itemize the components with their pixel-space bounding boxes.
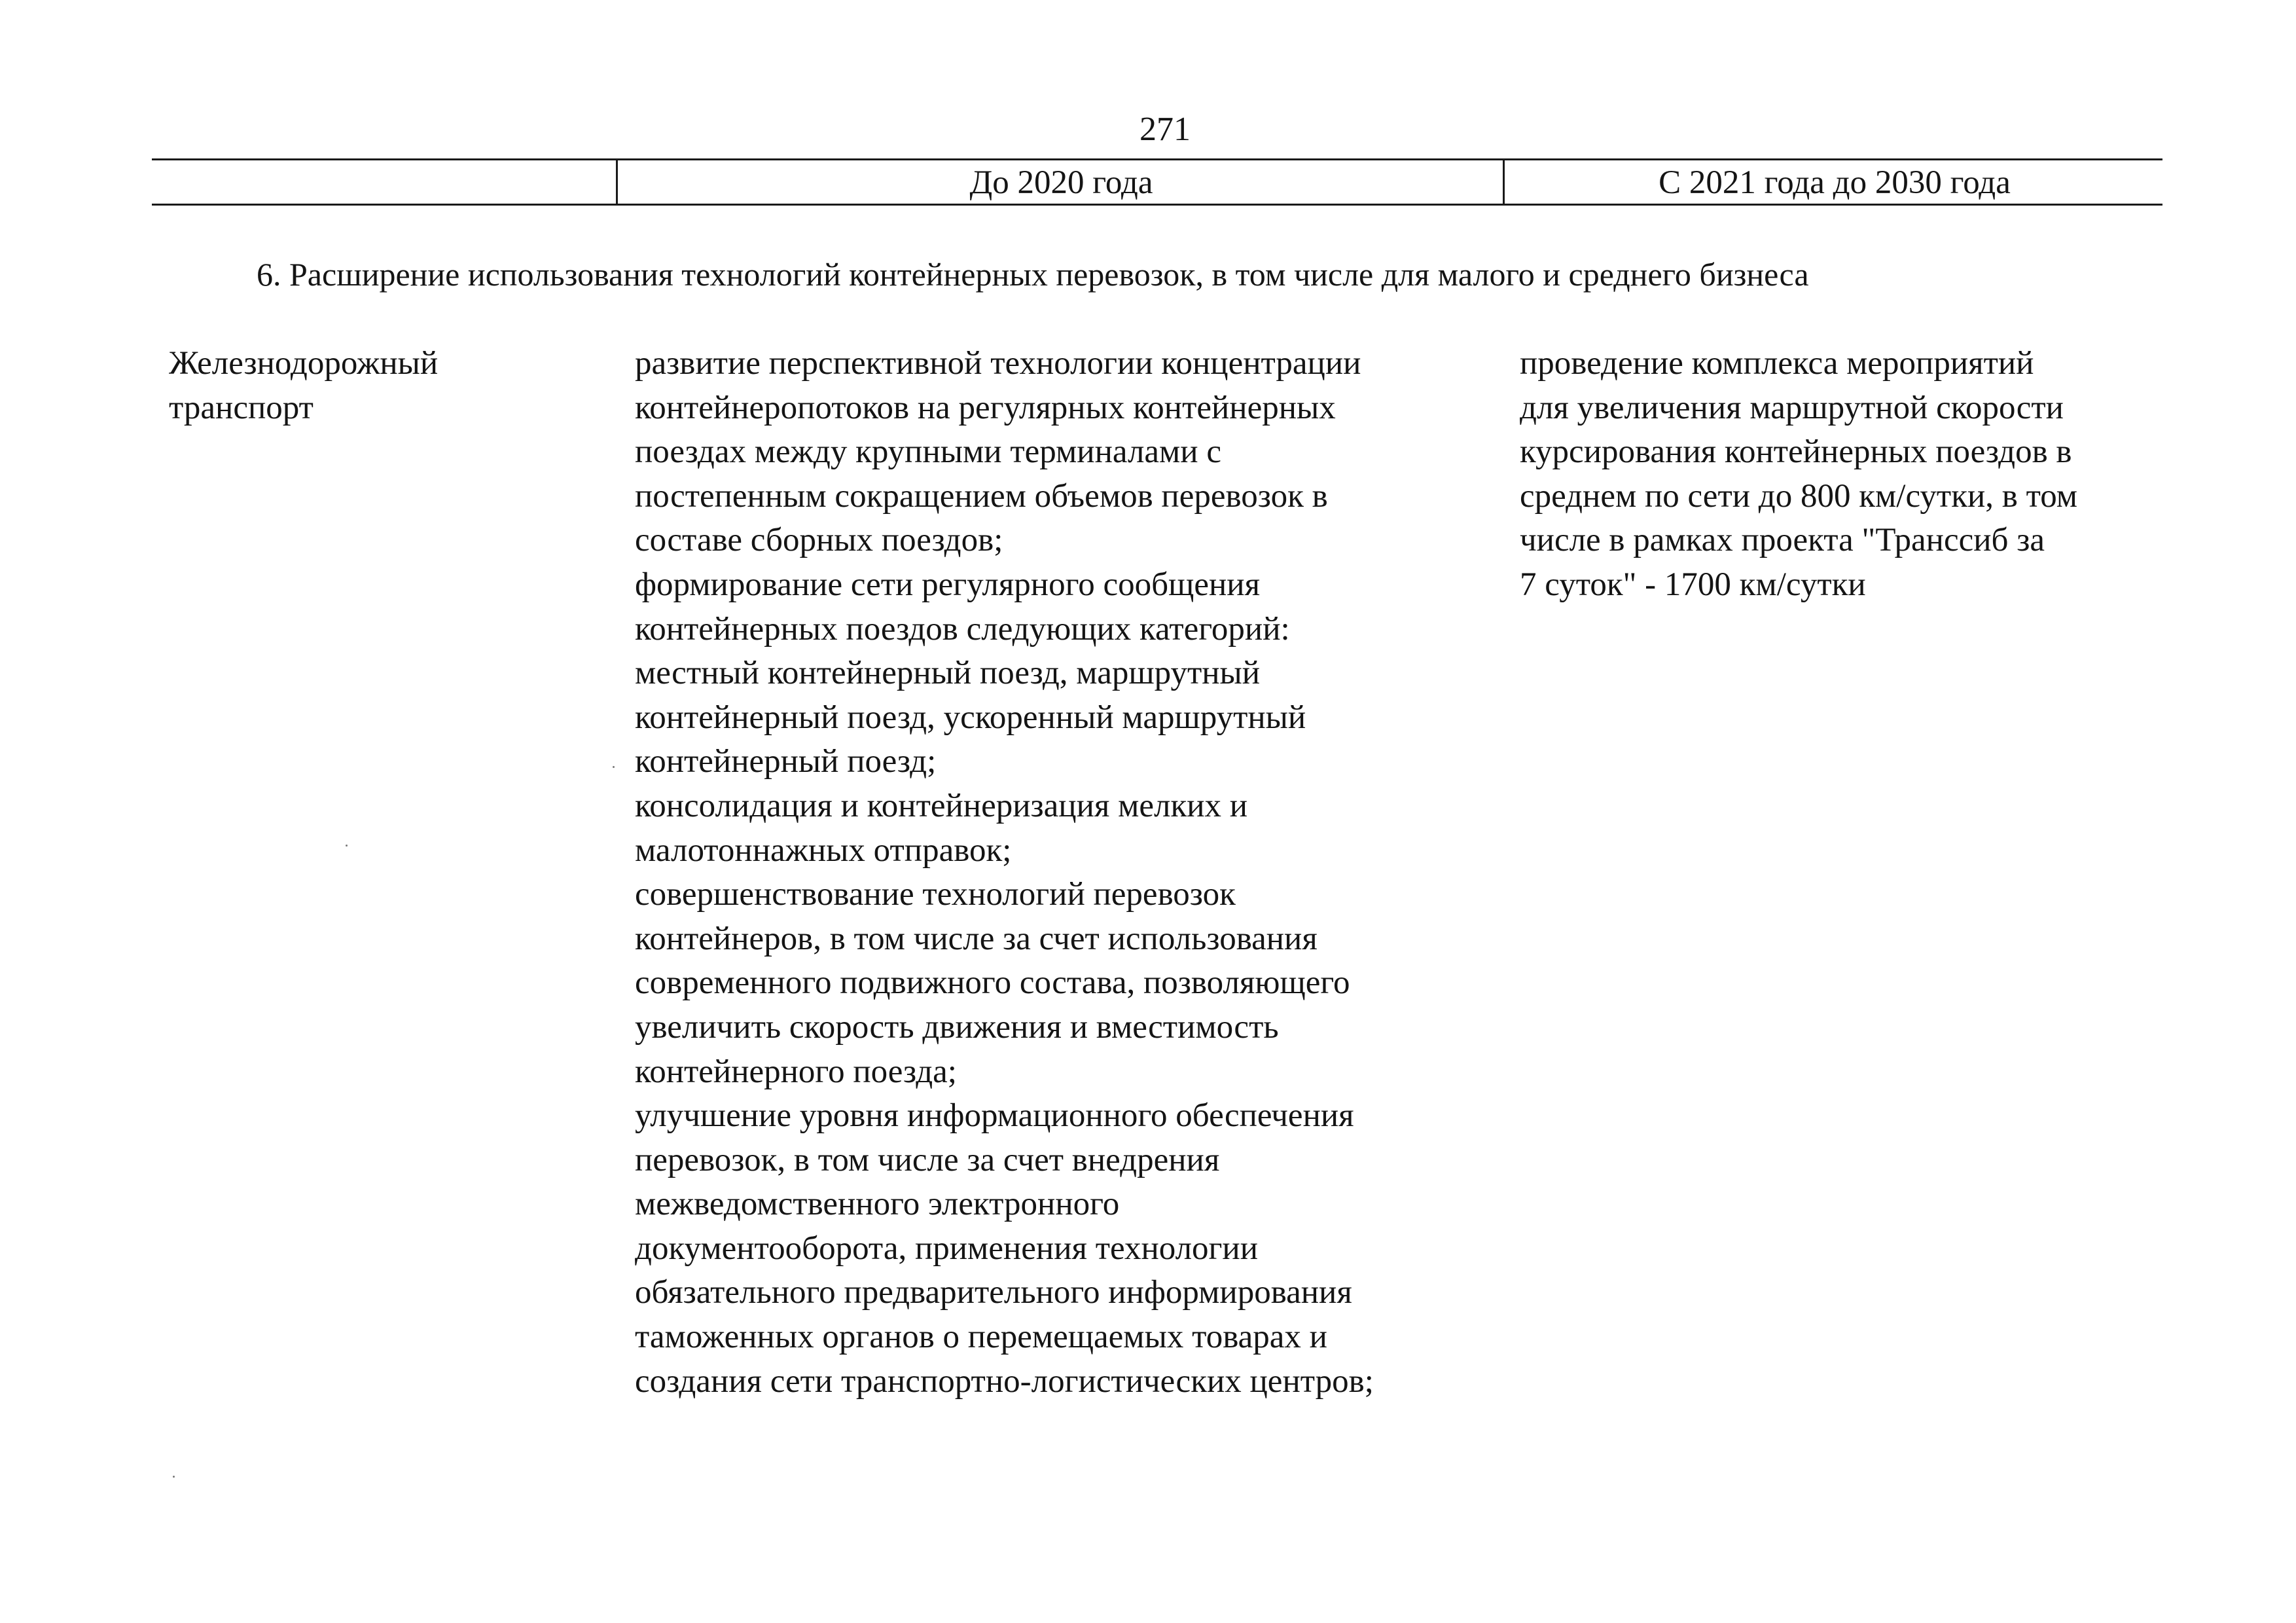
text-line: современного подвижного состава, позволяющего — [635, 964, 1350, 1002]
to-2020-cell — [635, 342, 1499, 1404]
text-line: малотоннажных отправок; — [635, 831, 1012, 869]
header-cell-mode — [152, 160, 616, 204]
text-line: консолидация и контейнеризация мелких и — [635, 787, 1248, 824]
text-line: 7 суток" - 1700 км/сутки — [1520, 566, 1866, 603]
text-line: контейнерный поезд; — [635, 743, 937, 780]
scan-speck — [613, 766, 615, 768]
text-line: среднем по сети до 800 км/сутки, в том — [1520, 477, 2078, 515]
text-line: контейнеропотоков на регулярных контейнерных — [635, 389, 1336, 426]
scan-speck — [173, 1476, 175, 1478]
text-line: совершенствование технологий перевозок — [635, 876, 1236, 913]
text-line: местный контейнерный поезд, маршрутный — [635, 655, 1261, 692]
text-line: для увеличения маршрутной скорости — [1520, 389, 2064, 426]
header-cell-to-2020: До 2020 года — [616, 160, 1505, 204]
text-line: обязательного предварительного информирования — [635, 1274, 1352, 1311]
text-line: формирование сети регулярного сообщения — [635, 566, 1261, 603]
text-line: таможенных органов о перемещаемых товарах и — [635, 1319, 1327, 1356]
scan-speck — [346, 845, 348, 847]
header-cell-2021-2030: С 2021 года до 2030 года — [1503, 160, 2164, 204]
text-line: улучшение уровня информационного обеспечения — [635, 1097, 1354, 1135]
text-line: развитие перспективной технологии концентрации — [635, 345, 1361, 382]
text-line: поездах между крупными терминалами с — [635, 433, 1221, 471]
text-line: курсирования контейнерных поездов в — [1520, 433, 2072, 471]
text-line: увеличить скорость движения и вместимость — [635, 1008, 1279, 1046]
text-line: составе сборных поездов; — [635, 522, 1003, 559]
text-line: Железнодорожный — [169, 345, 439, 382]
table-header — [152, 158, 2162, 206]
transport-mode-cell — [169, 342, 562, 430]
from-2021-to-2030-cell — [1520, 342, 2174, 608]
text-line: документооборота, применения технологии — [635, 1230, 1259, 1267]
text-line: числе в рамках проекта "Транссиб за — [1520, 522, 2045, 559]
text-line: проведение комплекса мероприятий — [1520, 345, 2034, 382]
text-line: контейнерных поездов следующих категорий: — [635, 610, 1290, 647]
text-line: контейнерный поезд, ускоренный маршрутный — [635, 699, 1306, 736]
section-heading: 6. Расширение использования технологий контейнерных перевозок, в том числе для малого и среднего бизнеса — [257, 256, 1809, 293]
text-line: межведомственного электронного — [635, 1186, 1120, 1223]
text-line: контейнеров, в том числе за счет использования — [635, 920, 1318, 957]
text-line: перевозок, в том числе за счет внедрения — [635, 1141, 1220, 1178]
text-line: контейнерного поезда; — [635, 1053, 957, 1090]
text-line: транспорт — [169, 389, 314, 426]
text-line: создания сети транспортно-логистических центров; — [635, 1362, 1374, 1400]
page-number: 271 — [1139, 111, 1191, 148]
text-line: постепенным сокращением объемов перевозок в — [635, 477, 1328, 515]
